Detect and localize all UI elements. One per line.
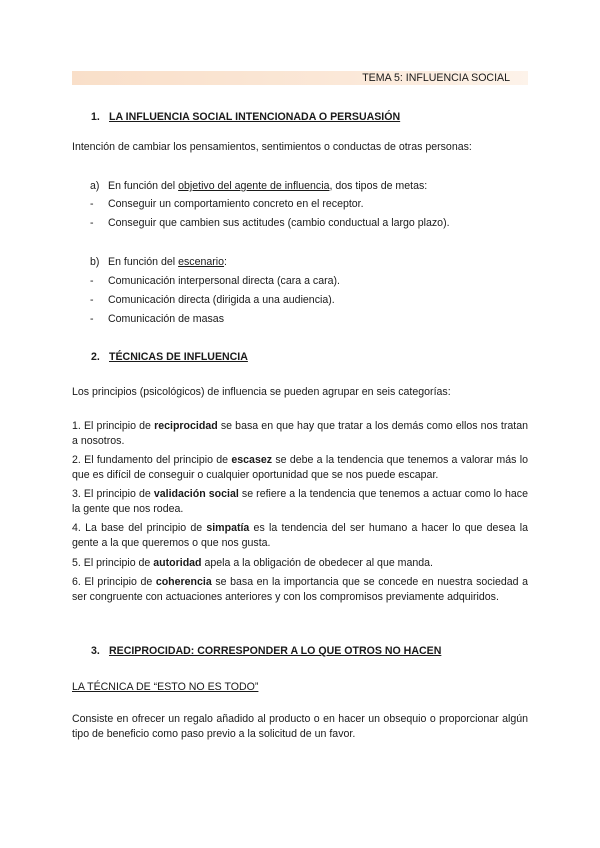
section-3-title: RECIPROCIDAD: CORRESPONDER A LO QUE OTROS NO HACEN xyxy=(109,645,442,657)
list-item xyxy=(90,293,335,308)
principle-post: se refiere a la tendencia que tenemos a actuar como lo hace la gente que nos rodea. xyxy=(72,488,528,515)
list-item-text: Comunicación interpersonal directa (cara a cara). xyxy=(108,275,340,287)
principle-bold: autoridad xyxy=(153,557,202,569)
dash: - xyxy=(90,217,94,229)
list-a-prefix: En función del xyxy=(108,180,179,192)
principle-bold: reciprocidad xyxy=(154,420,218,432)
list-item-text: Comunicación directa (dirigida a una audiencia). xyxy=(108,294,335,306)
principle-post: se basa en que hay que tratar a los demás como ellos nos tratan a nosotros. xyxy=(72,420,528,447)
list-b-heading xyxy=(90,255,227,270)
list-item-text: Conseguir que cambien sus actitudes (cambio conductual a largo plazo). xyxy=(108,217,450,229)
section-3-heading xyxy=(91,645,547,657)
list-b-underlined: escenario xyxy=(178,256,225,268)
dash: - xyxy=(90,313,94,325)
principle-1 xyxy=(72,419,528,449)
section-1-intro: Intención de cambiar los pensamientos, sentimientos o conductas de otras personas: xyxy=(72,141,472,153)
list-a-marker: a) xyxy=(90,180,100,192)
list-item xyxy=(90,197,364,212)
section-2-intro: Los principios (psicológicos) de influencia se pueden agrupar en seis categorías: xyxy=(72,386,451,398)
section-1-number: 1. xyxy=(91,111,100,123)
principle-pre: 2. El fundamento del principio de xyxy=(72,454,232,466)
principle-pre: 5. El principio de xyxy=(72,557,154,569)
list-item xyxy=(90,274,340,289)
list-a-heading xyxy=(90,179,427,194)
section-3-number: 3. xyxy=(91,645,100,657)
principle-pre: 3. El principio de xyxy=(72,488,154,500)
principle-post: se basa en la importancia que se concede en nuestra sociedad a ser congruente con actuaciones anteriores y con los compromisos previamente adquiridos. xyxy=(72,576,528,603)
principle-bold: escasez xyxy=(231,454,273,466)
header-colon: : xyxy=(399,72,403,84)
header-title: INFLUENCIA SOCIAL xyxy=(402,72,510,84)
principle-pre: 4. La base del principio de xyxy=(72,522,207,534)
section-2-number: 2. xyxy=(91,351,100,363)
principle-2 xyxy=(72,453,528,483)
principle-post: es la tendencia del ser humano a hacer lo que desea la gente a la que queremos o que nos gusta. xyxy=(72,522,529,549)
principle-post: se debe a la tendencia que tenemos a valorar más lo que es difícil de conseguir o cualquier oportunidad que se nos puede escapar. xyxy=(72,454,528,481)
list-item xyxy=(90,216,450,231)
list-a-underlined: objetivo del agente de influencia xyxy=(178,180,330,192)
dash: - xyxy=(90,275,94,287)
list-b-prefix: En función del xyxy=(108,256,179,268)
principle-3 xyxy=(72,487,528,517)
principle-5 xyxy=(72,556,528,571)
principle-pre: 1. El principio de xyxy=(72,420,155,432)
section-3-subtitle: LA TÉCNICA DE “ESTO NO ES TODO” xyxy=(72,681,259,693)
list-b-suffix: : xyxy=(224,256,227,268)
running-header xyxy=(362,72,510,84)
principle-4 xyxy=(72,521,528,551)
principle-bold: simpatía xyxy=(206,522,250,534)
dash: - xyxy=(90,294,94,306)
section-1-heading xyxy=(91,111,547,123)
principle-bold: validación social xyxy=(153,488,239,500)
principle-bold: coherencia xyxy=(155,576,212,588)
section-1-title: LA INFLUENCIA SOCIAL INTENCIONADA O PERSUASIÓN xyxy=(109,111,401,123)
header-tema: TEMA 5 xyxy=(362,72,400,84)
section-2-heading xyxy=(91,351,547,363)
section-2-title: TÉCNICAS DE INFLUENCIA xyxy=(109,351,248,363)
principle-post: apela a la obligación de obedecer al que manda. xyxy=(201,557,434,569)
dash: - xyxy=(90,198,94,210)
list-a-suffix: , dos tipos de metas: xyxy=(329,180,428,192)
section-3-body: Consiste en ofrecer un regalo añadido al producto o en hacer un obsequio o proporcionar algún tipo de beneficio como paso previo a la solicitud de un favor. xyxy=(72,713,528,740)
list-item-text: Conseguir un comportamiento concreto en el receptor. xyxy=(108,198,364,210)
list-b-marker: b) xyxy=(90,256,100,268)
list-item-text: Comunicación de masas xyxy=(108,313,224,325)
principle-6 xyxy=(72,575,528,605)
list-item xyxy=(90,312,224,327)
principle-pre: 6. El principio de xyxy=(72,576,156,588)
